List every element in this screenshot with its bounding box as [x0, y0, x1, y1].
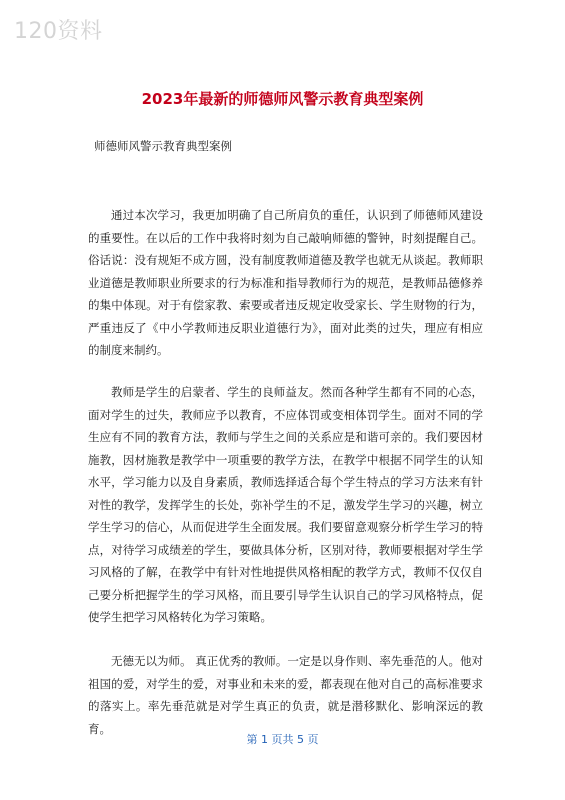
- document-subtitle: 师德师风警示教育典型案例: [94, 139, 232, 153]
- page-indicator: 第 1 页共 5 页: [246, 733, 319, 746]
- body-paragraph-2: 教师是学生的启蒙者、学生的良师益友。然而各种学生都有不同的心态，面对学生的过失，教师应予以教育，不应体罚或变相体罚学生。面对不同的学生应有不同的教育方法，教师与学生之间的关系应是和谐可亲的。我们要因材施教，因材施教是教学中一项重要的教学方法，在教学中根据不同学生的认知水平，学习能力以及自身素质，教师选择适合每个学生特点的学习方法来有针对性的教学，发挥学生的长处，弥补学生的不足，激发学生学习的兴趣，树立学生学习的信心，从而促进学生全面发展。我们要留意观察分析学生学习的特点，对待学习成绩差的学生，要做具体分析，区别对待，教师要根据对学生学习风格的了解，在教学中有针对性地提供风格相配的教学方式，教师不仅仅自己要分析把握学生的学习风格，而且要引导学生认识自己的学习风格特点，促使学生把学习风格转化为学习策略。: [88, 385, 483, 624]
- watermark-logo: 120资料: [14, 19, 103, 44]
- body-paragraph-3: 无德无以为师。 真正优秀的教师。一定是以身作则、率先垂范的人。他对祖国的爱，对学生的爱，对事业和未来的爱，都表现在他对自己的高标准要求的落实上。率先垂范就是对学生真正的负责，就是潜移默化、影响深远的教育。: [88, 654, 483, 736]
- body-paragraph-1: 通过本次学习，我更加明确了自己所肩负的重任，认识到了师德师风建设的重要性。在以后的工作中我将时刻为自己敲响师德的警钟，时刻提醒自己。俗话说：没有规矩不成方圆，没有制度教师道德及教学也就无从谈起。教师职业道德是教师职业所要求的行为标准和指导教师行为的规范，是教师品德修养的集中体现。对于有偿家教、索要或者违反规定收受家长、学生财物的行为，严重违反了《中小学教师违反职业道德行为》，面对此类的过失，理应有相应的制度来制约。: [88, 208, 483, 357]
- document-title: 2023年最新的师德师风警示教育典型案例: [141, 90, 424, 108]
